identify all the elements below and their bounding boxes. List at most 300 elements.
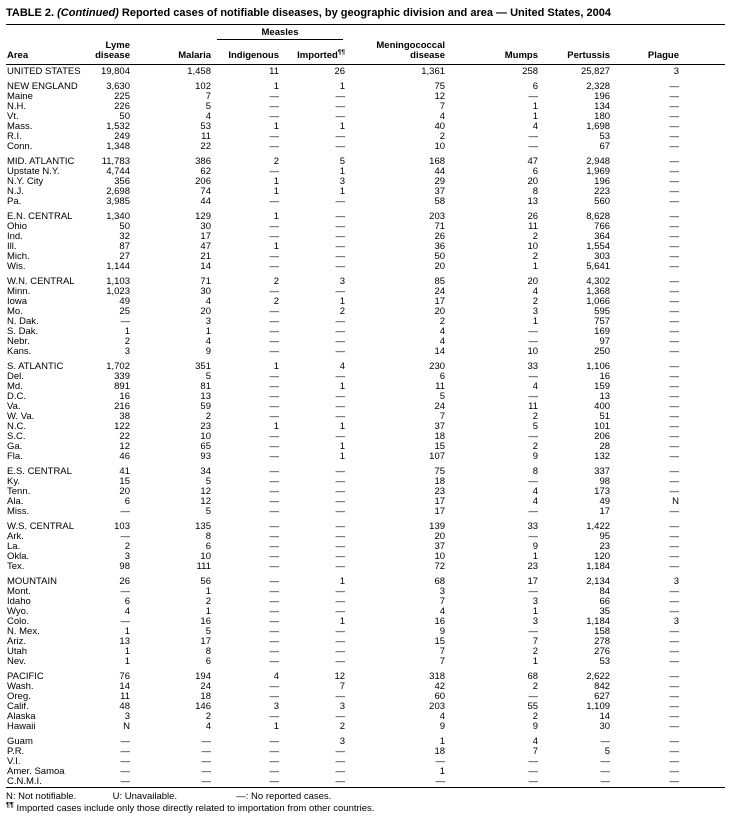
area-cell: E.N. CENTRAL [7, 211, 73, 222]
value-cell: 3 [339, 276, 346, 287]
value-cell: — [335, 401, 346, 412]
table-row [6, 587, 725, 597]
value-cell: — [669, 766, 680, 777]
value-cell: 13 [200, 391, 211, 402]
value-cell: 30 [200, 286, 211, 297]
value-cell: 53 [599, 656, 611, 667]
value-cell: 17 [527, 576, 539, 587]
value-cell: 1 [339, 381, 346, 392]
value-cell: 8 [205, 646, 211, 657]
value-cell: — [669, 431, 680, 442]
value-cell: 1,184 [586, 616, 611, 627]
filler-cell [681, 747, 725, 757]
value-cell: — [669, 391, 680, 402]
value-cell: 1 [273, 361, 279, 372]
value-cell: — [120, 506, 130, 517]
value-cell: 50 [119, 221, 130, 232]
value-cell: 12 [334, 671, 346, 682]
value-cell: — [669, 91, 680, 102]
area-cell: Amer. Samoa [7, 766, 65, 777]
value-cell: 11 [435, 381, 446, 392]
value-cell: 4 [532, 486, 539, 497]
value-cell: — [201, 766, 211, 777]
value-cell: — [335, 636, 346, 647]
value-cell: — [269, 776, 279, 787]
filler-cell [681, 647, 725, 657]
value-cell: 35 [599, 606, 611, 617]
value-cell: — [669, 486, 680, 497]
area-cell: MID. ATLANTIC [7, 156, 75, 167]
value-cell: — [669, 466, 680, 477]
table-row [6, 337, 725, 347]
value-cell: 1 [273, 176, 279, 187]
value-cell: 50 [119, 111, 130, 122]
value-cell: — [669, 636, 680, 647]
table-row [6, 382, 725, 392]
value-cell: — [269, 231, 279, 242]
empty-header-cell [447, 25, 540, 40]
value-cell: 6 [439, 371, 446, 382]
value-cell: 93 [200, 451, 211, 462]
value-cell: — [669, 221, 680, 232]
value-cell: — [269, 506, 279, 517]
value-cell: — [528, 776, 539, 787]
value-cell: 1 [124, 326, 130, 337]
value-cell: 75 [434, 466, 446, 477]
value-cell: 13 [599, 391, 611, 402]
value-cell: 1 [339, 451, 346, 462]
area-cell: Utah [7, 646, 28, 657]
value-cell: 3 [532, 596, 539, 607]
value-cell: 4 [205, 721, 211, 732]
value-cell: — [669, 411, 680, 422]
table-row [6, 487, 725, 497]
value-cell: 351 [195, 361, 211, 372]
value-cell: — [269, 286, 279, 297]
col-header-plague: Plague [612, 40, 681, 65]
value-cell: — [528, 141, 539, 152]
value-cell: 53 [200, 121, 211, 132]
value-cell: — [669, 451, 680, 462]
table-row [6, 737, 725, 747]
value-cell: — [269, 411, 279, 422]
value-cell: — [669, 711, 680, 722]
value-cell: — [269, 496, 279, 507]
area-cell: La. [7, 541, 21, 552]
value-cell: 74 [200, 186, 211, 197]
value-cell: 53 [599, 131, 611, 142]
value-cell: 111 [196, 561, 211, 572]
value-cell: — [335, 606, 346, 617]
value-cell: 10 [200, 551, 211, 562]
area-cell: Mont. [7, 586, 31, 597]
value-cell: — [269, 521, 279, 532]
value-cell: 26 [527, 211, 539, 222]
table-row [6, 422, 725, 432]
value-cell: — [269, 691, 279, 702]
value-cell: 2 [532, 711, 539, 722]
value-cell: 1 [439, 736, 446, 747]
value-cell: 41 [119, 466, 130, 477]
filler-cell [681, 422, 725, 432]
filler-cell [681, 252, 725, 262]
value-cell: — [269, 251, 279, 262]
area-cell: S.C. [7, 431, 26, 442]
value-cell: 18 [434, 746, 446, 757]
value-cell: — [335, 711, 346, 722]
value-cell: 132 [594, 451, 611, 462]
value-cell: 11 [201, 131, 211, 142]
value-cell: 62 [200, 166, 211, 177]
table-row [6, 297, 725, 307]
value-cell: 230 [429, 361, 446, 372]
value-cell: 10 [527, 241, 539, 252]
value-cell: 196 [594, 176, 611, 187]
value-cell: 6 [205, 541, 211, 552]
table-body [6, 65, 725, 788]
value-cell: — [120, 776, 130, 787]
value-cell: — [669, 521, 680, 532]
filler-cell [681, 287, 725, 297]
filler-cell [681, 737, 725, 747]
col-header-measles-imported [281, 40, 347, 65]
filler-cell [681, 242, 725, 252]
table-row [6, 212, 725, 222]
value-cell: — [269, 336, 279, 347]
measles-group-row [6, 25, 725, 40]
value-cell: — [669, 756, 680, 767]
table-row [6, 647, 725, 657]
value-cell: — [528, 336, 539, 347]
area-cell: N.Y. City [7, 176, 44, 187]
value-cell: 4 [532, 496, 539, 507]
value-cell: 20 [200, 306, 211, 317]
value-cell: — [335, 221, 346, 232]
area-cell: S. ATLANTIC [7, 361, 64, 372]
area-cell: Idaho [7, 596, 31, 607]
value-cell: 2 [532, 231, 539, 242]
value-cell: 1 [339, 616, 346, 627]
value-cell: — [269, 141, 279, 152]
filler-cell [681, 627, 725, 637]
area-cell: MOUNTAIN [7, 576, 57, 587]
value-cell: — [528, 766, 539, 777]
table-row [6, 627, 725, 637]
value-cell: 36 [434, 241, 446, 252]
filler-cell [681, 722, 725, 732]
value-cell: — [669, 231, 680, 242]
value-cell: — [201, 776, 211, 787]
value-cell: 5 [205, 476, 211, 487]
filler-cell [681, 347, 725, 357]
value-cell: — [335, 196, 346, 207]
value-cell: — [269, 101, 279, 112]
value-cell: 1,422 [586, 521, 611, 532]
filler-cell [681, 362, 725, 372]
filler-cell [681, 197, 725, 207]
imported-footnote-mark: ¶¶ [337, 48, 346, 56]
value-cell: 2 [205, 711, 211, 722]
area-cell: Ohio [7, 221, 28, 232]
value-cell: — [669, 681, 680, 692]
table-row [6, 317, 725, 327]
value-cell: 14 [599, 711, 611, 722]
value-cell: 3,985 [106, 196, 130, 207]
value-cell: 173 [594, 486, 611, 497]
value-cell: 11 [528, 401, 539, 412]
value-cell: 17 [434, 496, 446, 507]
value-cell: — [335, 551, 346, 562]
filler-cell [681, 597, 725, 607]
value-cell: 15 [434, 636, 446, 647]
area-cell: P.R. [7, 746, 25, 757]
value-cell: 81 [200, 381, 211, 392]
filler-cell [681, 187, 725, 197]
col-header-area: Area [6, 40, 92, 65]
value-cell: — [669, 671, 680, 682]
value-cell: — [669, 506, 680, 517]
value-cell: 2 [532, 646, 539, 657]
table-row [6, 607, 725, 617]
table-row [6, 242, 725, 252]
filler-cell [681, 442, 725, 452]
value-cell: — [269, 371, 279, 382]
filler-cell [681, 132, 725, 142]
value-cell: 3 [339, 701, 346, 712]
value-cell: 159 [594, 381, 611, 392]
value-cell: 1 [273, 241, 279, 252]
value-cell: 303 [594, 251, 611, 262]
value-cell: 2 [439, 316, 446, 327]
table-row [6, 617, 725, 627]
filler-cell [681, 222, 725, 232]
value-cell: — [335, 486, 346, 497]
value-cell: N [123, 721, 130, 732]
filler-cell [681, 167, 725, 177]
value-cell: 2,328 [586, 81, 611, 92]
value-cell: 3 [673, 576, 680, 587]
value-cell: — [269, 636, 279, 647]
value-cell: 194 [195, 671, 211, 682]
value-cell: — [269, 476, 279, 487]
filler-cell [681, 542, 725, 552]
value-cell: — [335, 211, 346, 222]
table-row [6, 222, 725, 232]
value-cell: — [335, 371, 346, 382]
area-cell: NEW ENGLAND [7, 81, 78, 92]
empty-header-cell [540, 25, 612, 40]
table-row [6, 577, 725, 587]
filler-cell [681, 297, 725, 307]
value-cell: — [335, 626, 346, 637]
value-cell: 2 [339, 721, 346, 732]
filler-cell [681, 327, 725, 337]
value-cell: 10 [434, 551, 446, 562]
value-cell: 3 [124, 346, 130, 357]
value-cell: — [669, 441, 680, 452]
table-row [6, 657, 725, 667]
value-cell: — [669, 776, 680, 787]
area-cell: S. Dak. [7, 326, 39, 337]
value-cell: 12 [200, 496, 211, 507]
table-row [6, 197, 725, 207]
value-cell: 6 [205, 656, 211, 667]
filler-cell [681, 497, 725, 507]
value-cell: — [669, 346, 680, 357]
value-cell: 168 [429, 156, 446, 167]
filler-cell [681, 92, 725, 102]
value-cell: 2 [439, 131, 446, 142]
value-cell: 23 [200, 421, 211, 432]
value-cell: — [528, 391, 539, 402]
value-cell: — [669, 746, 680, 757]
area-cell: N. Dak. [7, 316, 39, 327]
value-cell: 2,622 [586, 671, 611, 682]
value-cell: — [528, 91, 539, 102]
value-cell: 21 [200, 251, 211, 262]
value-cell: 9 [532, 721, 539, 732]
value-cell: 6 [124, 496, 130, 507]
value-cell: 2,134 [586, 576, 611, 587]
value-cell: 400 [594, 401, 611, 412]
filler-cell [681, 337, 725, 347]
value-cell: 17 [599, 506, 611, 517]
value-cell: 206 [594, 431, 611, 442]
value-cell: — [669, 141, 680, 152]
value-cell: 17 [200, 636, 211, 647]
value-cell: 17 [434, 506, 446, 517]
value-cell: — [335, 596, 346, 607]
value-cell: 58 [434, 196, 446, 207]
value-cell: 16 [200, 616, 211, 627]
value-cell: 206 [195, 176, 211, 187]
value-cell: 5 [604, 746, 611, 757]
table-row [6, 672, 725, 682]
table-row [6, 442, 725, 452]
value-cell: 2 [532, 441, 539, 452]
value-cell: — [120, 316, 130, 327]
col-header-pertussis: Pertussis [540, 40, 612, 65]
value-cell: 766 [594, 221, 611, 232]
value-cell: 5,641 [586, 261, 611, 272]
filler-cell [681, 452, 725, 462]
empty-header-cell [347, 25, 447, 40]
area-cell: V.I. [7, 756, 21, 767]
value-cell: 27 [119, 251, 130, 262]
table-row [6, 432, 725, 442]
value-cell: 4 [439, 336, 446, 347]
value-cell: 11 [120, 691, 130, 702]
value-cell: 9 [439, 626, 446, 637]
value-cell: 1,532 [106, 121, 130, 132]
value-cell: — [269, 316, 279, 327]
value-cell: — [269, 746, 279, 757]
value-cell: 8,628 [586, 211, 611, 222]
area-cell: Minn. [7, 286, 31, 297]
value-cell: 87 [119, 241, 130, 252]
value-cell: 1,554 [586, 241, 611, 252]
value-cell: 1 [124, 626, 130, 637]
value-cell: 103 [114, 521, 130, 532]
value-cell: — [528, 586, 539, 597]
area-cell: N.C. [7, 421, 26, 432]
value-cell: 337 [594, 466, 611, 477]
value-cell: — [669, 81, 680, 92]
value-cell: 1 [273, 121, 279, 132]
area-cell: N. Mex. [7, 626, 40, 637]
table-title-text: Reported cases of notifiable diseases, by geographic division and area — United States, 2004 [121, 7, 611, 19]
table-header [6, 25, 725, 65]
filler-cell [681, 692, 725, 702]
value-cell: — [669, 336, 680, 347]
value-cell: — [669, 656, 680, 667]
value-cell: — [335, 656, 346, 667]
filler-cell [681, 577, 725, 587]
value-cell: 226 [114, 101, 130, 112]
value-cell: 9 [439, 721, 446, 732]
legend-no-reported-cases: —: No reported cases. [236, 791, 332, 802]
value-cell: — [269, 541, 279, 552]
value-cell: — [335, 91, 346, 102]
filler-cell [681, 102, 725, 112]
value-cell: 28 [599, 441, 611, 452]
value-cell: 595 [594, 306, 611, 317]
table-row [6, 65, 725, 78]
area-cell: Oreg. [7, 691, 31, 702]
value-cell: 29 [434, 176, 446, 187]
value-cell: 1 [532, 551, 539, 562]
value-cell: 1 [532, 316, 539, 327]
value-cell: 3 [339, 736, 346, 747]
value-cell: — [335, 101, 346, 112]
value-cell: — [335, 586, 346, 597]
value-cell: — [335, 346, 346, 357]
value-cell: 38 [119, 411, 130, 422]
value-cell: 10 [200, 431, 211, 442]
value-cell: 2 [205, 596, 211, 607]
table-row [6, 467, 725, 477]
value-cell: 1,184 [586, 561, 611, 572]
value-cell: 17 [434, 296, 446, 307]
value-cell: — [269, 756, 279, 767]
value-cell: 25 [119, 306, 130, 317]
table-row [6, 562, 725, 572]
value-cell: — [335, 466, 346, 477]
value-cell: 48 [119, 701, 130, 712]
value-cell: — [669, 401, 680, 412]
value-cell: — [269, 111, 279, 122]
area-cell: Md. [7, 381, 23, 392]
area-cell: Del. [7, 371, 24, 382]
value-cell: 7 [439, 411, 446, 422]
value-cell: — [269, 551, 279, 562]
value-cell: 2,698 [106, 186, 130, 197]
value-cell: — [669, 476, 680, 487]
value-cell: 339 [114, 371, 130, 382]
value-cell: — [669, 371, 680, 382]
value-cell: — [335, 131, 346, 142]
value-cell: 1 [273, 421, 279, 432]
value-cell: 1 [205, 606, 211, 617]
value-cell: 8 [532, 186, 539, 197]
value-cell: 842 [594, 681, 611, 692]
value-cell: — [335, 241, 346, 252]
area-cell: Colo. [7, 616, 30, 627]
value-cell: — [669, 261, 680, 272]
value-cell: — [335, 496, 346, 507]
table-row [6, 232, 725, 242]
value-cell: — [669, 561, 680, 572]
